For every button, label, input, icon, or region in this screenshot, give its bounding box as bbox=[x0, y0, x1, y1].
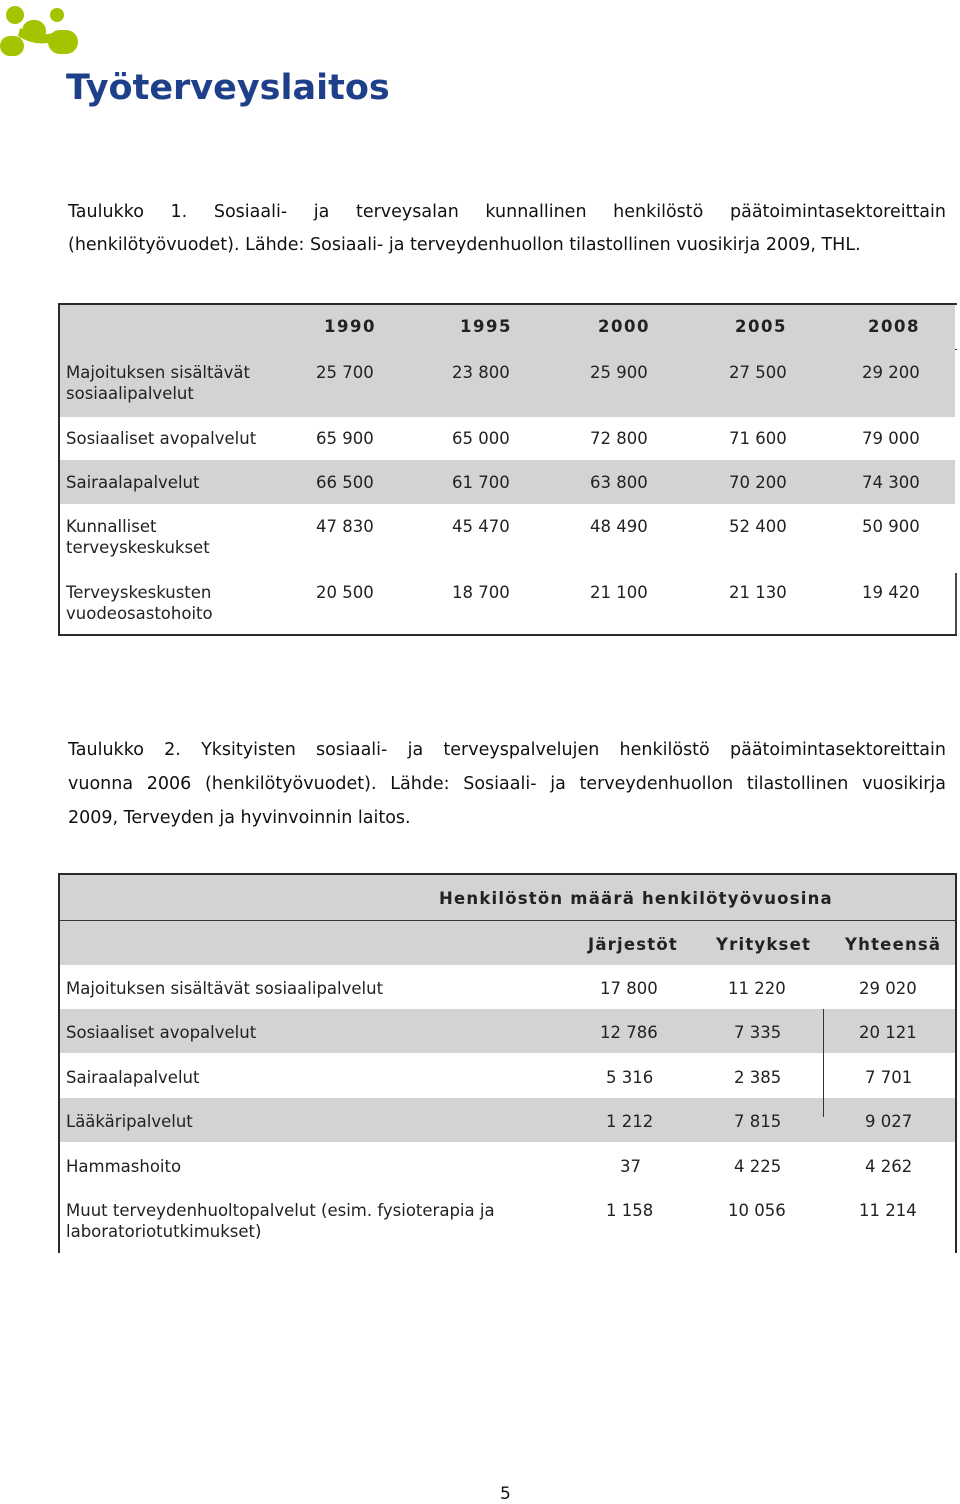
table1-cell: 47 830 bbox=[316, 517, 374, 536]
table1-row-label: Kunnalliset terveyskeskukset bbox=[66, 517, 210, 557]
table2-row-label: Muut terveydenhuoltopalvelut (esim. fysioterapia ja laboratoriotutkimukset) bbox=[66, 1201, 495, 1241]
table2-row-label: Hammashoito bbox=[66, 1157, 182, 1176]
table2-cell: 29 020 bbox=[859, 979, 917, 998]
table1-row-label: Sosiaaliset avopalvelut bbox=[66, 429, 257, 448]
page-number: 5 bbox=[500, 1484, 511, 1504]
table2-caption-line1: Taulukko 2. Yksityisten sosiaali- ja terveyspalvelujen henkilöstö päätoimintasektoreittain bbox=[68, 740, 946, 760]
table2-cell: 1 212 bbox=[606, 1112, 654, 1131]
table2-cell: 1 158 bbox=[606, 1201, 654, 1220]
table1-cell: 79 000 bbox=[862, 429, 920, 448]
table1-row-label: Terveyskeskusten vuodeosastohoito bbox=[66, 583, 213, 623]
table1-cell: 74 300 bbox=[862, 473, 920, 492]
table1-cell: 19 420 bbox=[862, 583, 920, 602]
table2-cell: 37 bbox=[620, 1157, 641, 1176]
table2-cell: 7 335 bbox=[734, 1023, 782, 1042]
table2-cell: 20 121 bbox=[859, 1023, 917, 1042]
table1-cell: 65 900 bbox=[316, 429, 374, 448]
table1-cell: 21 100 bbox=[590, 583, 648, 602]
table2-row-label: Sosiaaliset avopalvelut bbox=[66, 1023, 257, 1042]
logo bbox=[0, 0, 390, 120]
table2-column-header: Yhteensä bbox=[845, 935, 942, 954]
table1-cell: 71 600 bbox=[729, 429, 787, 448]
table2-row-label: Lääkäripalvelut bbox=[66, 1112, 193, 1131]
table1-row-label: Majoituksen sisältävät sosiaalipalvelut bbox=[66, 363, 250, 403]
table2-row-label: Sairaalapalvelut bbox=[66, 1068, 200, 1087]
table1-year: 1990 bbox=[324, 317, 376, 336]
logo-wordmark: Työterveyslaitos bbox=[66, 68, 390, 108]
table1-caption-line2: (henkilötyövuodet). Lähde: Sosiaali- ja terveydenhuollon tilastollinen vuosikirja 2009, THL. bbox=[68, 235, 861, 255]
table2-cell: 11 220 bbox=[728, 979, 786, 998]
table1-cell: 52 400 bbox=[729, 517, 787, 536]
table1-caption-line1: Taulukko 1. Sosiaali- ja terveysalan kunnallinen henkilöstö päätoimintasektoreittain bbox=[68, 202, 946, 222]
table2-cell: 4 225 bbox=[734, 1157, 782, 1176]
table2-column-header: Yritykset bbox=[716, 935, 812, 954]
table2-cell: 7 815 bbox=[734, 1112, 782, 1131]
table1-cell: 65 000 bbox=[452, 429, 510, 448]
table2-cell: 7 701 bbox=[865, 1068, 913, 1087]
table2-cell: 4 262 bbox=[865, 1157, 913, 1176]
table1 bbox=[58, 303, 957, 636]
table2-group-header: Henkilöstön määrä henkilötyövuosina bbox=[439, 889, 833, 908]
table2-cell: 9 027 bbox=[865, 1112, 913, 1131]
table2-column-header: Järjestöt bbox=[588, 935, 678, 954]
table2-cell: 12 786 bbox=[600, 1023, 658, 1042]
table1-year: 2005 bbox=[735, 317, 787, 336]
table1-cell: 63 800 bbox=[590, 473, 648, 492]
table1-cell: 18 700 bbox=[452, 583, 510, 602]
table1-year: 2008 bbox=[868, 317, 920, 336]
table1-row-label: Sairaalapalvelut bbox=[66, 473, 200, 492]
table1-cell: 48 490 bbox=[590, 517, 648, 536]
table2-row-shade bbox=[60, 1098, 955, 1142]
table1-cell: 50 900 bbox=[862, 517, 920, 536]
table1-year: 1995 bbox=[460, 317, 512, 336]
table1-cell: 25 900 bbox=[590, 363, 648, 382]
table1-year: 2000 bbox=[598, 317, 650, 336]
table1-cell: 20 500 bbox=[316, 583, 374, 602]
table2 bbox=[58, 873, 957, 1253]
table1-cell: 66 500 bbox=[316, 473, 374, 492]
table2-caption-line3: 2009, Terveyden ja hyvinvoinnin laitos. bbox=[68, 808, 411, 828]
table2-cell: 2 385 bbox=[734, 1068, 782, 1087]
table1-cell: 70 200 bbox=[729, 473, 787, 492]
table2-row-label: Majoituksen sisältävät sosiaalipalvelut bbox=[66, 979, 384, 998]
table2-cell: 5 316 bbox=[606, 1068, 654, 1087]
table1-cell: 61 700 bbox=[452, 473, 510, 492]
table1-cell: 29 200 bbox=[862, 363, 920, 382]
table1-cell: 45 470 bbox=[452, 517, 510, 536]
table1-cell: 25 700 bbox=[316, 363, 374, 382]
table2-cell: 10 056 bbox=[728, 1201, 786, 1220]
table2-cell: 17 800 bbox=[600, 979, 658, 998]
table1-cell: 72 800 bbox=[590, 429, 648, 448]
table1-cell: 23 800 bbox=[452, 363, 510, 382]
table1-cell: 21 130 bbox=[729, 583, 787, 602]
table1-cell: 27 500 bbox=[729, 363, 787, 382]
table2-caption-line2: vuonna 2006 (henkilötyövuodet). Lähde: Sosiaali- ja terveydenhuollon tilastollinen vuosikirja bbox=[68, 774, 946, 794]
table2-cell: 11 214 bbox=[859, 1201, 917, 1220]
